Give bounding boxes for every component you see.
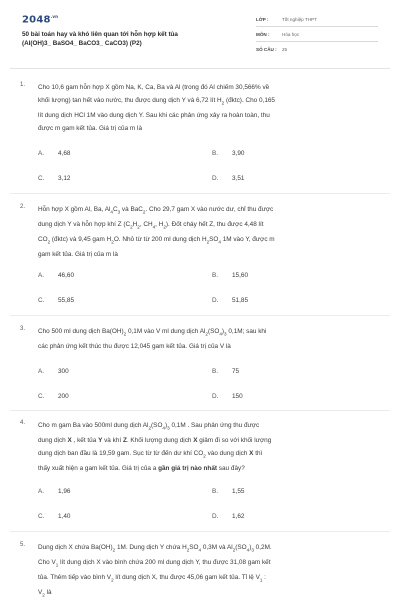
answer-option-value: 1,62 [232,513,245,520]
answer-option-value: 3,12 [58,175,71,182]
answer-option-value: 1,96 [58,488,71,495]
logo-suffix: .vn [50,14,59,19]
answer-option[interactable] [212,150,244,157]
answer-option[interactable] [212,393,243,400]
answer-option-label: B. [212,272,219,279]
answer-option[interactable] [38,272,74,279]
page-header [0,0,400,66]
answer-option-label: A. [38,488,45,495]
answer-option-value: 3,90 [232,150,245,157]
header-divider [10,68,390,69]
answer-option-label: A. [38,272,45,279]
answer-option-label: A. [38,150,45,157]
question-number: 3. [20,326,26,332]
question-divider [10,315,390,316]
answer-option-value: 1,55 [232,488,245,495]
question-number: 1. [20,82,26,88]
answer-option[interactable] [38,150,70,157]
answer-option-value: 75 [232,368,240,375]
answer-option-value: 1,40 [58,513,71,520]
exam-title-line1: 50 bài toán hay và khó liên quan tới hỗn hợp kết tủa [22,31,178,38]
answer-option-value: 55,85 [58,297,74,304]
meta-count-label: SỐ CÂU : [256,47,277,52]
answer-option-label: C. [38,393,45,400]
meta-divider [256,26,378,27]
answer-option-value: 51,85 [232,297,248,304]
answer-option-value: 300 [58,368,69,375]
answer-option-label: A. [38,368,45,375]
answer-option[interactable] [38,488,70,495]
answer-option-value: 46,60 [58,272,74,279]
answer-option-label: D. [212,393,219,400]
meta-count-value: 25 [282,47,288,52]
answer-option-label: D. [212,513,219,520]
answer-option-label: B. [212,150,219,157]
question-text: Dung dịch X chứa $Ba(OH)_2$ 1M. Dung dịch Y chứa $H_2SO_4$ 0,3M và $Al_2(SO_4)_3$ 0,2M. Cho $V_1$ lít dung dịch X vào bình chứa 200 ml dung dịch Y, thu được 31,08 gam kết tủa. Thêm tiếp vào bình $V_2$ lít dung dịch X, thu được 45,06 gam kết tủa. Tỉ lệ $V_1$ : $V_2$ là [38,544,272,598]
question-divider [10,531,390,532]
answer-option-value: 150 [232,393,243,400]
answer-option-value: 3,51 [232,175,245,182]
answer-option[interactable] [38,393,69,400]
meta-subject-label: MÔN : [256,32,270,37]
answer-option-label: D. [212,297,219,304]
question-text: Cho m gam Ba vào 500ml dung dịch $Al_2(SO_4)_3$ 0,1M . Sau phản ứng thu được dung dịch X , kết tủa Y và khí Z. Khối lượng dung dịch X giảm đi so với khối lượng dung dịch ban đầu là 19,59 gam. Sục từ từ đến dư khí $CO_2$ vào dung dịch X thì thấy xuất hiện a gam kết tủa. Giá trị của a gần giá trị nào nhất sau đây? [38,422,272,472]
answer-option-label: B. [212,368,219,375]
meta-subject-value: Hóa học [282,32,300,37]
question-text: Cho 500 ml dung dịch $Ba(OH)_2$ 0,1M vào V ml dung dịch $Al_2(SO_4)_3$ 0,1M; sau khi các phản ứng kết thúc thu được 12,045 gam kết tủa. Giá trị của V là [38,328,267,351]
answer-option-value: 4,68 [58,150,71,157]
answer-option[interactable] [38,513,70,520]
answer-option[interactable] [212,297,248,304]
meta-class-label: LỚP : [256,17,269,22]
answer-option[interactable] [212,175,244,182]
answer-option[interactable] [212,272,248,279]
answer-option[interactable] [38,368,69,375]
question-number: 4. [20,420,26,426]
meta-divider [256,41,378,42]
answer-option[interactable] [212,488,244,495]
answer-option[interactable] [212,368,239,375]
question-number: 5. [20,542,26,548]
answer-option-value: 200 [58,393,69,400]
answer-option-label: B. [212,488,219,495]
answer-option[interactable] [212,513,244,520]
answer-option-label: C. [38,297,45,304]
question-text: Cho 10,6 gam hỗn hợp X gồm Na, K, Ca, Ba và Al (trong đó Al chiếm 30,566% về khối lượng) tan hết vào nước, thu được dung dịch Y và 6,72 lít $H_2$ (đktc). Cho 0,165 lít dung dịch HCl 1M vào dung dịch Y. Sau khi các phản ứng xảy ra hoàn toàn, thu được m gam kết tủa. Giá trị của m là [38,84,275,132]
answer-option-label: D. [212,175,219,182]
logo-text: 2048 [22,14,51,26]
answer-option[interactable] [38,175,70,182]
answer-option-label: C. [38,513,45,520]
answer-option[interactable] [38,297,74,304]
exam-title [22,31,242,48]
answer-option-value: 15,60 [232,272,248,279]
question-divider [10,410,390,411]
question-number: 2. [20,204,26,210]
question-text: Hỗn hợp X gồm Al, Ba, $Al_4C_3$ và BaC$_2$. Cho 29,7 gam X vào nước dư, chỉ thu được dung dịch Y và hỗn hợp khí Z ($C_2H_2$, $CH_4$, $H_2$). Đốt cháy hết Z, thu được 4,48 lít $CO_2$ (đktc) và 9,45 gam $H_2O$. Nhỏ từ từ 200 ml dung dịch $H_2SO_4$ 1M vào Y, được m gam kết tủa. Giá trị của m là [38,206,275,259]
site-logo[interactable] [22,14,58,25]
meta-class-value: Tốt nghiệp THPT [282,17,317,22]
exam-title-line2: (Al(OH)3_ BaSO4_ BaCO3_ CaCO3) (P2) [22,39,142,47]
answer-option-label: C. [38,175,45,182]
question-divider [10,193,390,194]
